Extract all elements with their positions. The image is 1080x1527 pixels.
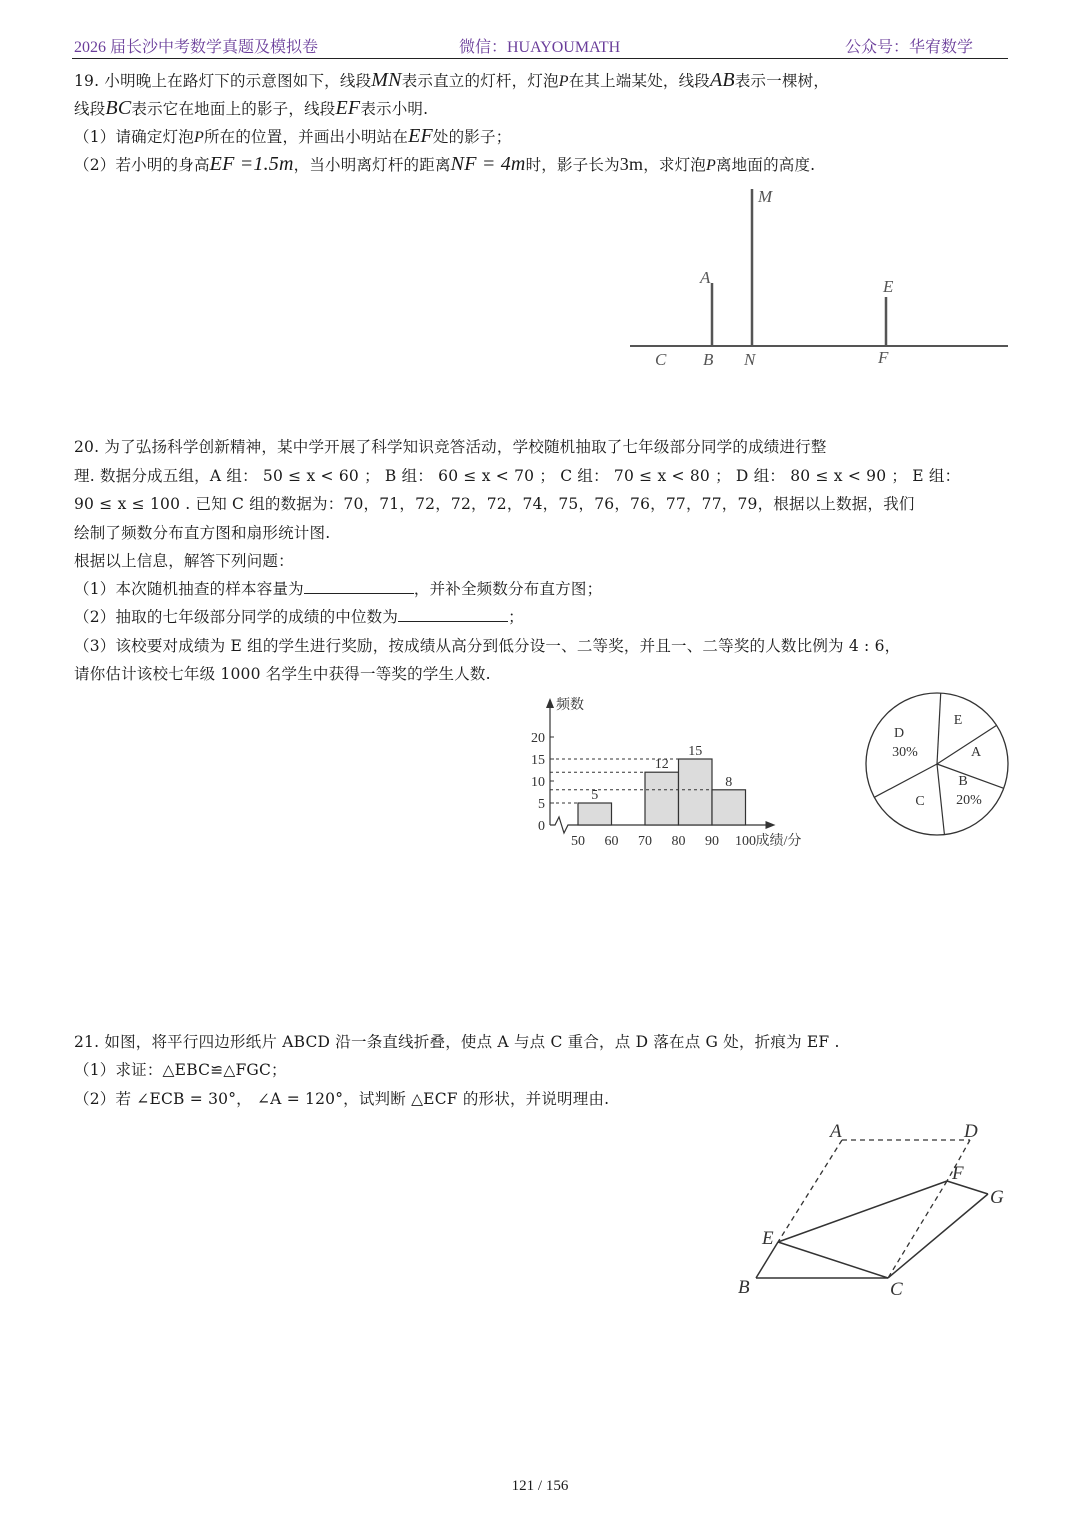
q21-line1: 21. 如图，将平行四边形纸片 ABCD 沿一条直线折叠，使点 A 与点 C 重合，点 D 落在点 G 处，折痕为 EF . <box>74 1033 840 1051</box>
histogram-bar <box>679 759 713 825</box>
x-tick-label: 100 <box>735 834 756 849</box>
q20-line4: 绘制了频数分布直方图和扇形统计图. <box>74 524 331 542</box>
pie-slice-boundary <box>937 764 1004 788</box>
x-tick-label: 80 <box>671 834 686 849</box>
q20-part2: （2）抽取的七年级部分同学的成绩的中位数为 ； <box>74 608 524 626</box>
label-c: C <box>655 350 667 369</box>
header-center: 微信：HUAYOUMATH <box>459 39 621 56</box>
q19-line2: 线段BC表示它在地面上的影子，线段EF表示小明. <box>74 97 429 119</box>
edge-ae <box>778 1140 842 1242</box>
y-axis-label: 频数 <box>556 698 584 713</box>
label-e: E <box>883 277 894 296</box>
pie-slice-boundary <box>937 764 944 835</box>
q19-line1: 19. 小明晚上在路灯下的示意图如下，线段MN表示直立的灯杆，灯泡P在其上端某处，线段AB表示一棵树， <box>74 69 830 91</box>
bar-value-label: 12 <box>654 757 669 773</box>
label-f: F <box>952 1163 964 1184</box>
label-n: N <box>744 350 756 369</box>
label-b: B <box>738 1277 750 1298</box>
y-tick-label: 0 <box>538 819 545 834</box>
label-a: A <box>700 268 711 287</box>
x-tick-label: 90 <box>705 834 719 849</box>
edge-gc <box>888 1194 988 1278</box>
x-tick-label: 70 <box>638 834 652 849</box>
x-axis-label: 成绩/分 <box>755 834 802 849</box>
y-tick-label: 5 <box>538 797 545 812</box>
label-e: E <box>762 1228 774 1249</box>
x-tick-label: 50 <box>571 834 585 849</box>
answer-blank-2 <box>398 607 508 622</box>
label-f: F <box>878 348 889 367</box>
bar-value-label: 5 <box>591 788 599 803</box>
pie-slice-label: B <box>958 774 968 789</box>
q20-part3-line1: （3）该校要对成绩为 E 组的学生进行奖励，按成绩从高分到低分设一、二等奖，并且一、二等奖的人数比例为 4 : 6， <box>74 637 901 655</box>
q20-line1: 20. 为了弘扬科学创新精神，某中学开展了科学知识竞答活动，学校随机抽取了七年级部分同学的成绩进行整 <box>74 438 827 456</box>
y-axis-arrow <box>546 698 554 708</box>
bar-value-label: 15 <box>688 744 703 759</box>
pie-chart <box>860 688 1015 838</box>
q20-part3-line2: 请你估计该校七年级 1000 名学生中获得一等奖的学生人数. <box>74 665 491 683</box>
histogram-bar <box>712 790 746 825</box>
pie-slice-label: A <box>970 745 982 760</box>
pie-slice-boundary <box>937 725 997 764</box>
label-g: G <box>990 1187 1004 1208</box>
answer-blank-1 <box>304 579 414 594</box>
histogram-bar <box>578 803 612 825</box>
pie-slice-label: C <box>915 794 925 809</box>
edge-fc-dashed <box>888 1181 947 1278</box>
histogram-bar <box>645 772 679 825</box>
label-b: B <box>703 350 714 369</box>
y-tick-label: 10 <box>531 775 545 790</box>
label-m: M <box>758 187 773 206</box>
q21-figure <box>730 1115 1020 1300</box>
label-d: D <box>964 1121 978 1142</box>
q20-line2: 理. 数据分成五组，A 组： 50 ≤ x < 60 ； B 组： 60 ≤ x < 70 ； C 组： 70 ≤ x < 80 ； D 组： 80 ≤ x < 90 ； E 组： <box>74 467 961 485</box>
q19-figure <box>620 185 1020 375</box>
pie-slice-boundary <box>874 764 937 797</box>
edge-ef <box>778 1181 947 1242</box>
y-tick-label: 15 <box>531 753 545 768</box>
q20-line3: 90 ≤ x ≤ 100 . 已知 C 组的数据为：70，71，72，72，72，74，75，76，76，77，77，79，根据以上数据，我们 <box>74 495 915 513</box>
x-axis-arrow <box>766 821 776 829</box>
q19-part2: （2）若小明的身高EF =1.5m，当小明离灯杆的距离NF = 4m时，影子长为3m，求灯泡P离地面的高度. <box>74 153 816 175</box>
pie-slice-label: D <box>893 726 905 741</box>
pie-slice-label: E <box>953 713 963 728</box>
y-tick-label: 20 <box>531 731 545 746</box>
q21-part1: （1）求证：△EBC≌△FGC； <box>74 1061 287 1079</box>
bar-value-label: 8 <box>725 774 733 790</box>
edge-ec <box>778 1242 888 1278</box>
pie-slice-boundary <box>937 693 941 764</box>
q21-part2: （2）若 ∠ECB = 30°， ∠A = 120°，试判断 △ECF 的形状，并说明理由. <box>74 1090 610 1108</box>
pie-slice-percent: 20% <box>956 793 982 808</box>
x-tick-label: 60 <box>604 834 619 849</box>
q20-line5: 根据以上信息，解答下列问题： <box>74 552 294 570</box>
q20-part1: （1）本次随机抽查的样本容量为 ，并补全频数分布直方图； <box>74 580 603 598</box>
page-number: 121 / 156 <box>511 1478 569 1494</box>
label-c: C <box>890 1279 903 1300</box>
q19-part1: （1）请确定灯泡P所在的位置，并画出小明站在EF处的影子； <box>74 125 512 147</box>
header-rule <box>72 58 1008 59</box>
header-left: 2026 届长沙中考数学真题及模拟卷 <box>74 39 319 56</box>
header-right: 公众号：华宥数学 <box>845 39 974 56</box>
histogram-chart <box>520 690 840 855</box>
label-a: A <box>830 1121 842 1142</box>
pie-slice-percent: 30% <box>892 745 918 760</box>
